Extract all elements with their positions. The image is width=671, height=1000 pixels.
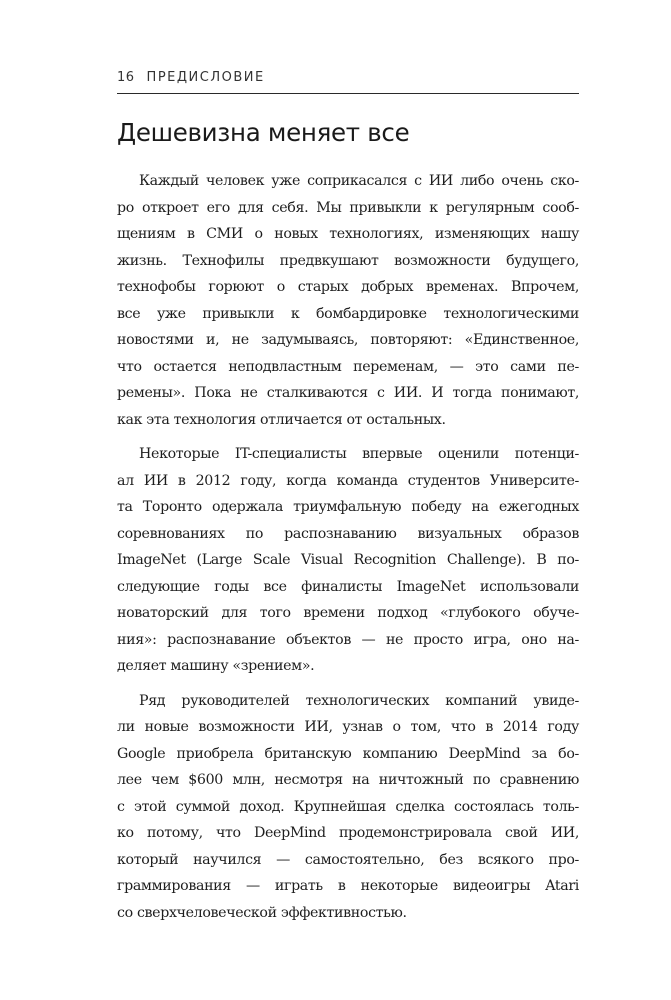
section-title: Дешевизна меняет все [117, 118, 410, 147]
text-line: Каждый человек уже соприкасался с ИИ либо очень ско- [139, 173, 579, 189]
text-line: с этой суммой доход. Крупнейшая сделка состоялась толь- [117, 798, 579, 815]
paragraph [117, 688, 579, 927]
text-line: Ряд руководителей технологических компаний увиде- [139, 692, 579, 709]
running-header [117, 70, 577, 85]
text-line: технофобы горюют о старых добрых временах. Впрочем, [117, 279, 579, 295]
section-name: ПРЕДИСЛОВИЕ [146, 70, 265, 85]
text-line: ремены». Пока не сталкиваются с ИИ. И тогда понимают, [117, 385, 579, 401]
paragraph [117, 441, 579, 680]
text-line: ния»: распознавание объектов — не просто игра, оно на- [117, 631, 579, 648]
header-rule [117, 93, 579, 94]
text-line: соревнованиях по распознаванию визуальных образов [117, 525, 579, 542]
text-line: граммирования — играть в некоторые видеоигры Atari [117, 878, 579, 894]
text-line: та Торонто одержала триумфальную победу на ежегодных [117, 499, 579, 515]
text-line: Google приобрела британскую компанию DeepMind за бо- [117, 745, 579, 762]
page-number: 16 [117, 70, 135, 85]
paragraph [117, 168, 579, 433]
text-line: деляет машину «зрением». [117, 658, 315, 674]
text-line: ал ИИ в 2012 году, когда команда студентов Университе- [117, 472, 579, 489]
text-line: что остается неподвластным переменам, — это сами пе- [117, 358, 579, 375]
text-line: следующие годы все финалисты ImageNet использовали [117, 578, 579, 595]
text-line: новаторский для того времени подход «глубокого обуче- [117, 605, 579, 621]
body-text [117, 168, 579, 934]
text-line: ImageNet (Large Scale Visual Recognition Challenge). В по- [117, 552, 579, 568]
text-line: ко потому, что DeepMind продемонстрировала свой ИИ, [117, 825, 579, 841]
text-line: все уже привыкли к бомбардировке технологическими [117, 305, 579, 322]
text-line: как эта технология отличается от остальных. [117, 411, 446, 428]
text-line: ли новые возможности ИИ, узнав о том, что в 2014 году [117, 719, 579, 735]
text-line: лее чем $600 млн, несмотря на ничтожный по сравнению [117, 772, 579, 788]
text-line: щениям в СМИ о новых технологиях, изменяющих нашу [117, 226, 579, 242]
text-line: который научился — самостоятельно, без всякого про- [117, 851, 579, 868]
text-line: ро откроет его для себя. Мы привыкли к регулярным сооб- [117, 199, 579, 216]
text-line: со сверхчеловеческой эффективностью. [117, 904, 407, 921]
text-line: новостями и, не задумываясь, повторяют: «Единственное, [117, 332, 579, 348]
text-line: жизнь. Технофилы предвкушают возможности будущего, [117, 252, 579, 269]
text-line: Некоторые IT-специалисты впервые оценили потенци- [139, 446, 579, 462]
